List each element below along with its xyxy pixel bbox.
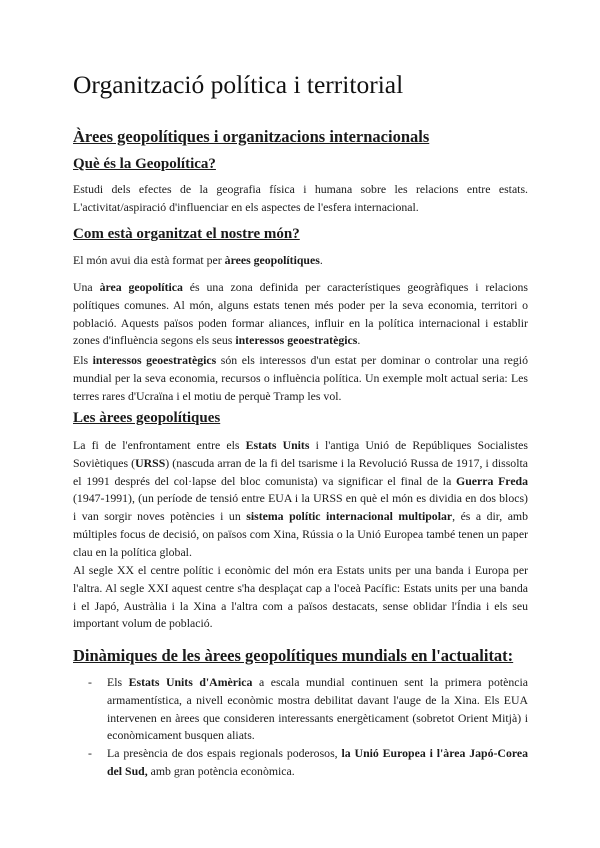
subheading-geopolitical-areas: Les àrees geopolítiques [73, 410, 221, 426]
bullet-dash: - [88, 675, 92, 689]
paragraph-geostrategic-interests: Els interessos geoestratègics són els interessos d'un estat per dominar o controlar una regió mundial per la seva economia, recursos o influència política. Un exemple molt actual seria: Les terres rares d'Ucraïna i el motiu de perquè Tramp les vol. [73, 353, 528, 403]
subheading-how-world-organized: Com està organitzat el nostre món? [73, 226, 300, 242]
dynamics-bullet-list [88, 674, 528, 781]
paragraph-geopolitics-definition: Estudi dels efectes de la geografia física i humana sobre les relacions entre estats. L'activitat/aspiració d'influenciar en els aspectes de l'esfera internacional. [73, 182, 528, 214]
bullet-dash: - [88, 746, 92, 761]
paragraph-end-of-cold-war: La fi de l'enfrontament entre els Estats Units i l'antiga Unió de Repúbliques Socialistes Soviètiques (URSS) (nascuda arran de la fi del tsarisme i la Revolució Russa de 1917, i dissolta el 1991 després del col·lapse del bloc comunista) va significar el final de la Guerra Freda (1947-1991), (un període de tensió entre EUA i la URSS en què el món es dividia en dos blocs) i van sorgir noves potències i un sistema polític internacional multipolar, és a dir, amb múltiples focus de decisió, on països com Xina, Rússia o la Unió Europea també tenen un paper clau en la política global. [73, 438, 529, 559]
paragraph-world-areas: El món avui dia està format per àrees geopolítiques. [73, 253, 323, 267]
paragraph-geopolitical-area: Una àrea geopolítica és una zona definida per característiques geogràfiques i relacions polítiques comunes. Al món, alguns estats tenen més poder per la seva economia, territori o població. Aquests països poden formar aliances, influir en la política internacional i establir zones d'influència segons els seus interessos geoestratègics. [73, 280, 528, 348]
paragraph-political-center: Al segle XX el centre polític i econòmic del món era Estats units per una banda i Europa per l'altra. Al segle XXI aquest centre s'ha desplaçat cap a l'oceà Pacífic: Estats units per una banda i el Japó, Austràlia i la Xina a l'altra com a països destacats, sense oblidar l'Índia i els seu important volum de població. [73, 563, 528, 631]
subheading-what-is-geopolitics: Què és la Geopolítica? [73, 156, 216, 172]
list-item: - La presència de dos espais regionals poderosos, la Unió Europea i l'àrea Japó-Corea del Sud, amb gran potència econòmica. [88, 746, 529, 778]
section-heading-geopolitical-areas: Àrees geopolítiques i organitzacions internacionals [73, 127, 430, 146]
section-heading-current-dynamics: Dinàmiques de les àrees geopolítiques mundials en l'actualitat: [73, 646, 514, 665]
page-title: Organització política i territorial [73, 70, 404, 99]
list-item: - Els Estats Units d'Amèrica a escala mundial continuen sent la primera potència armamentística, a nivell econòmic mostra debilitat davant l'auge de la Xina. Els EUA intervenen en àrees que consideren interessants energèticament (sobretot Orient Mitjà) i econòmicament busquen aliats. [88, 675, 529, 743]
